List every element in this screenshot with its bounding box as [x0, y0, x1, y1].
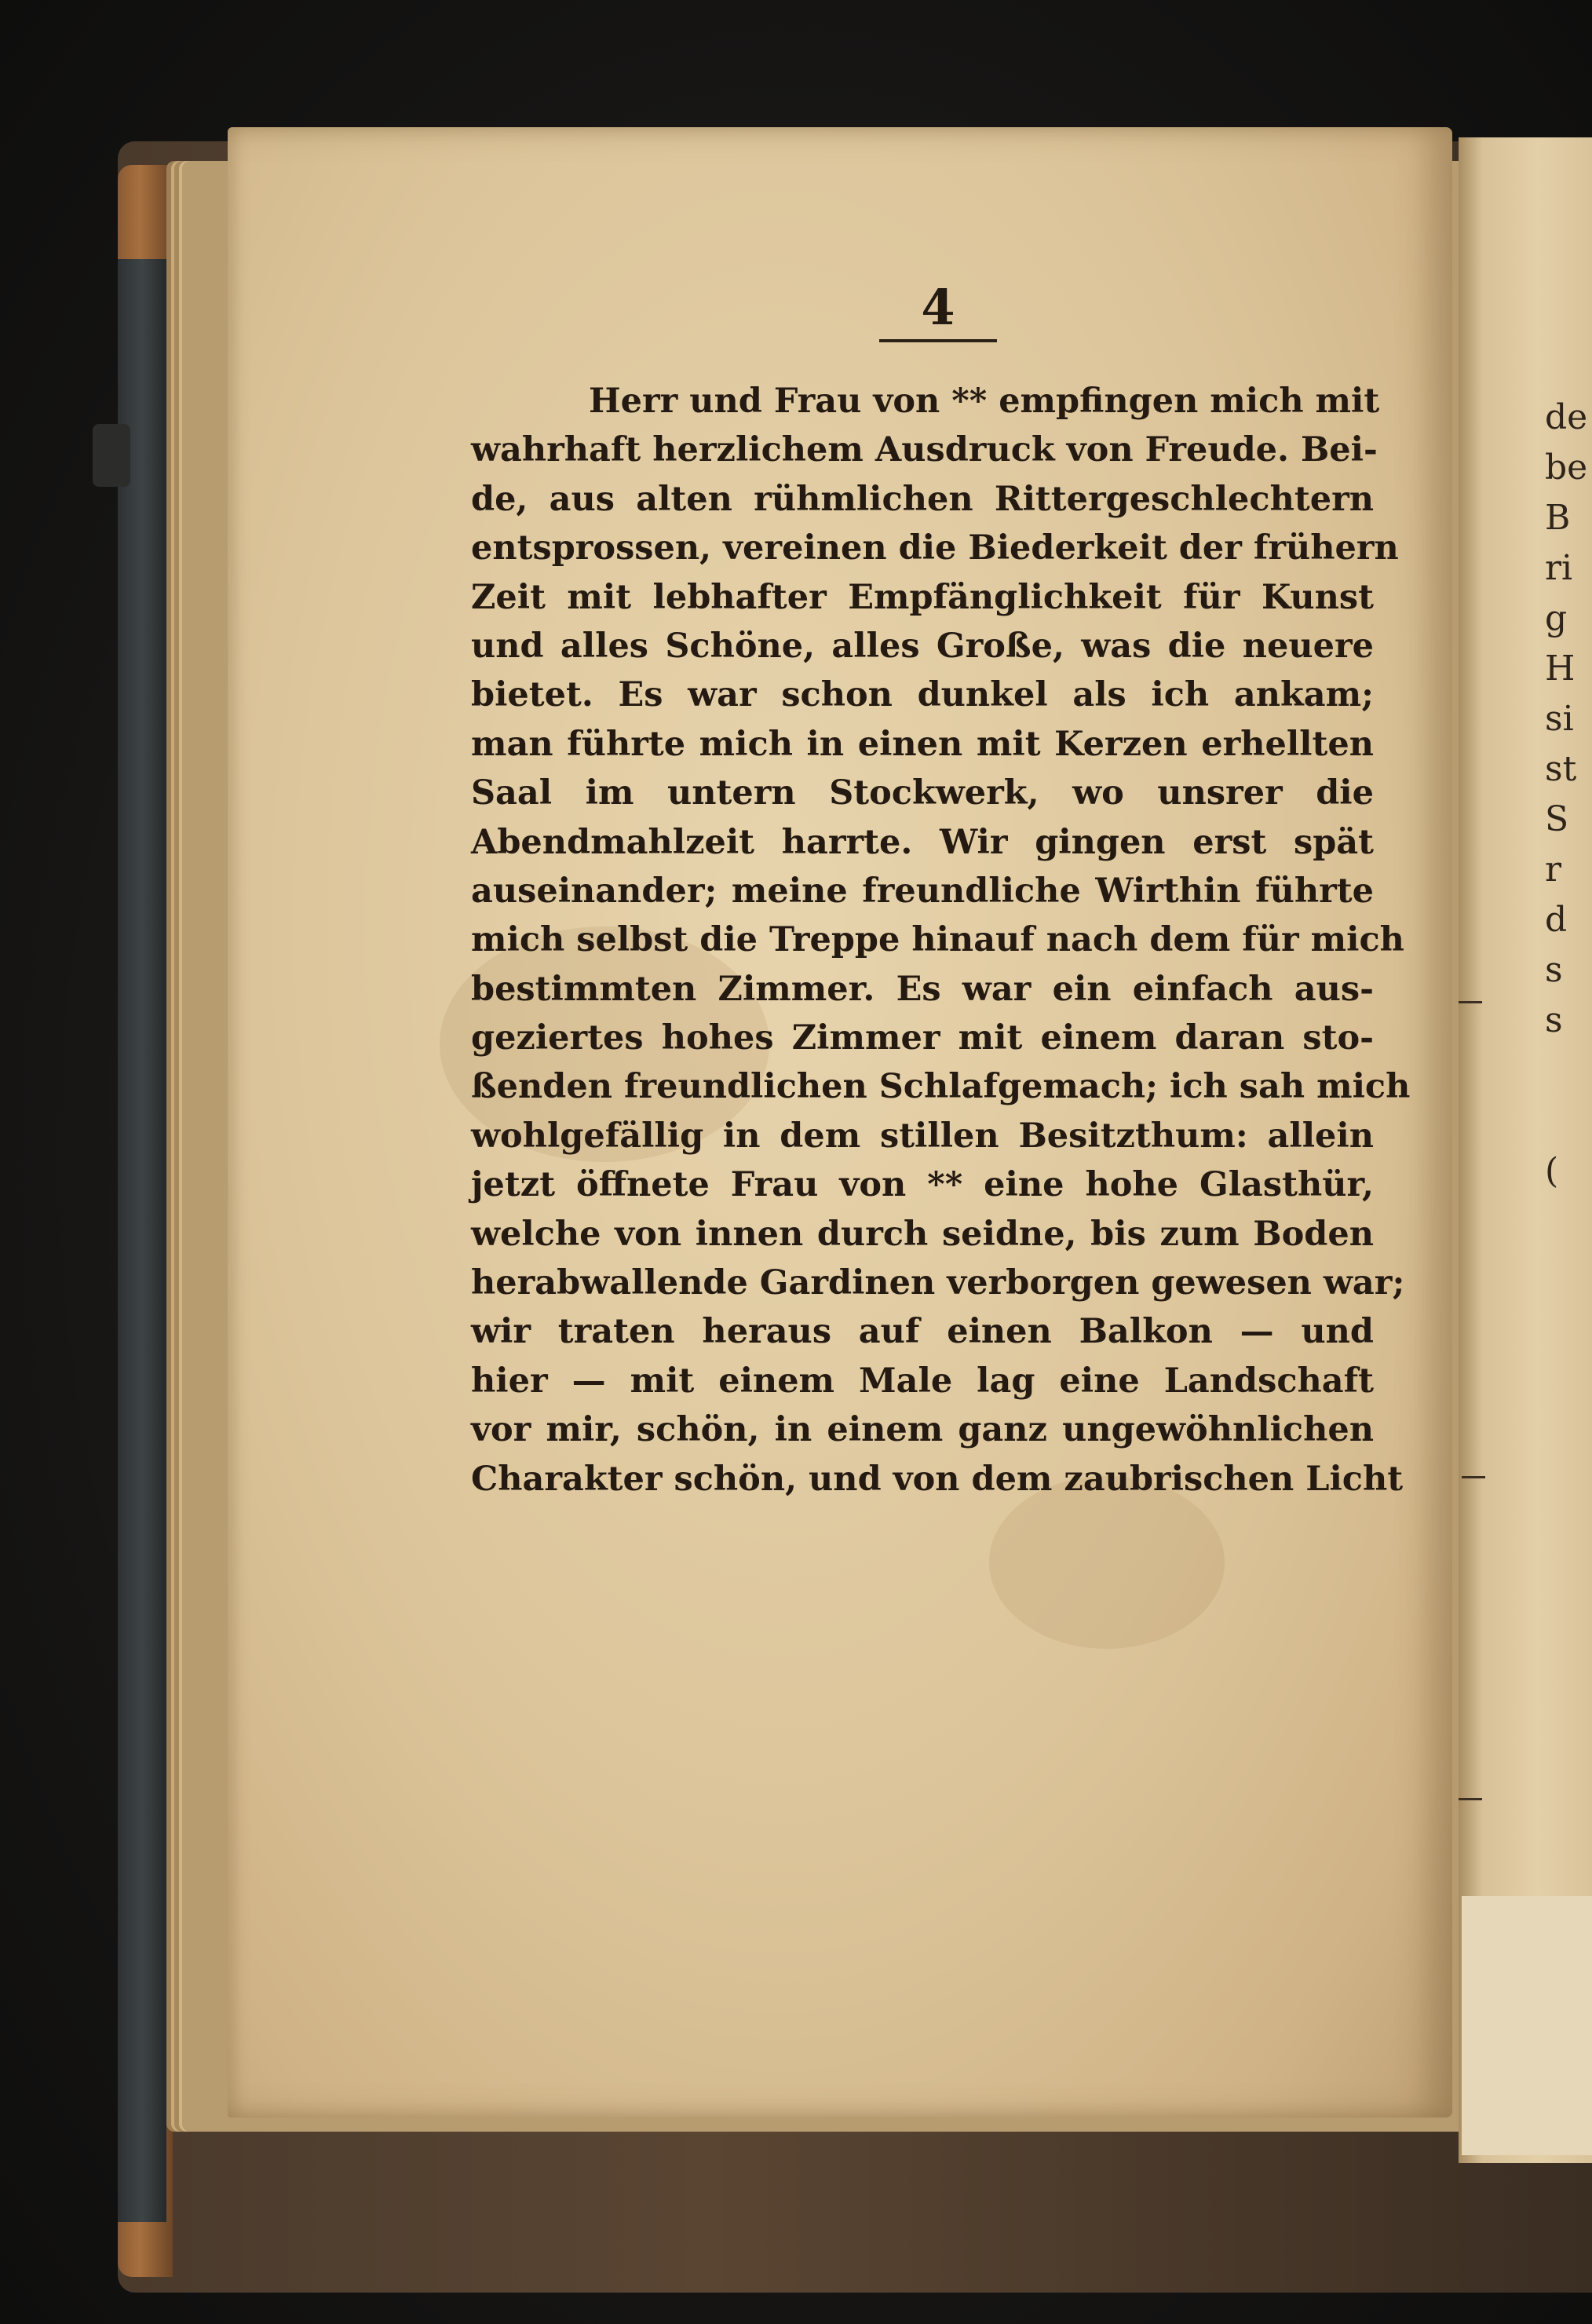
next-line: B — [1545, 498, 1571, 538]
text-line: bestimmten Zimmer. Es war ein einfach aus- — [471, 969, 1374, 1009]
next-line: ri — [1545, 548, 1573, 588]
next-line: be — [1545, 448, 1588, 488]
gutter-mark — [1459, 1001, 1482, 1003]
page-text — [471, 377, 1411, 1504]
text-line: wahrhaft herzlichem Ausdruck von Freude. Bei- — [471, 430, 1378, 470]
cloth-spine — [118, 259, 166, 2222]
text-line: Herr und Frau von ** empfingen mich mit — [589, 382, 1380, 421]
text-line: Abendmahlzeit harrte. Wir gingen erst spät — [471, 822, 1374, 862]
next-line: de — [1545, 397, 1588, 437]
next-page-text — [1545, 393, 1592, 1197]
next-line: H — [1545, 649, 1576, 689]
spine-band — [93, 424, 130, 487]
gutter-mark — [1459, 1798, 1482, 1800]
text-line: und alles Schöne, alles Große, was die neuere — [471, 626, 1374, 666]
gutter-mark — [1462, 1476, 1485, 1478]
text-line: auseinander; meine freundliche Wirthin führte — [471, 871, 1374, 911]
next-line: s — [1545, 1000, 1563, 1040]
next-line: st — [1545, 749, 1577, 789]
text-line: geziertes hohes Zimmer mit einem daran sto- — [471, 1018, 1374, 1058]
text-line: wohlgefällig in dem stillen Besitzthum: allein — [471, 1116, 1374, 1156]
text-line: wir traten heraus auf einen Balkon — und — [471, 1312, 1374, 1352]
next-line: ( — [1545, 1151, 1559, 1191]
text-line: hier — mit einem Male lag eine Landschaft — [471, 1361, 1374, 1401]
text-line: entsprossen, vereinen die Biederkeit der frühern — [471, 528, 1399, 568]
text-line: ßenden freundlichen Schlafgemach; ich sah mich — [471, 1067, 1411, 1107]
text-line: Charakter schön, und von dem zaubrischen Licht — [471, 1459, 1404, 1499]
next-line: S — [1545, 799, 1569, 839]
next-line: si — [1545, 699, 1574, 739]
next-line — [1545, 1046, 1592, 1096]
next-page-lower — [1462, 1896, 1592, 2155]
text-line: vor mir, schön, in einem ganz ungewöhnlichen — [471, 1410, 1374, 1450]
text-line: herabwallende Gardinen verborgen gewesen war; — [471, 1263, 1405, 1303]
next-line: d — [1545, 900, 1568, 940]
text-line: bietet. Es war schon dunkel als ich ankam; — [471, 675, 1374, 715]
next-line: r — [1545, 850, 1562, 890]
text-line: mich selbst die Treppe hinauf nach dem für mich — [471, 920, 1404, 960]
next-line — [1545, 1096, 1592, 1146]
text-line: jetzt öffnete Frau von ** eine hohe Glasthür, — [471, 1165, 1374, 1205]
page-number-rule — [879, 339, 997, 342]
text-line: de, aus alten rühmlichen Rittergeschlechtern — [471, 479, 1374, 519]
text-line: Saal im untern Stockwerk, wo unsrer die — [471, 773, 1374, 813]
page-number: 4 — [921, 279, 955, 336]
next-line: s — [1545, 950, 1563, 990]
text-line: man führte mich in einen mit Kerzen erhellten — [471, 724, 1374, 764]
next-line: g — [1545, 598, 1568, 638]
text-line: welche von innen durch seidne, bis zum Boden — [471, 1214, 1374, 1254]
text-line: Zeit mit lebhafter Empfänglichkeit für Kunst — [471, 577, 1374, 617]
